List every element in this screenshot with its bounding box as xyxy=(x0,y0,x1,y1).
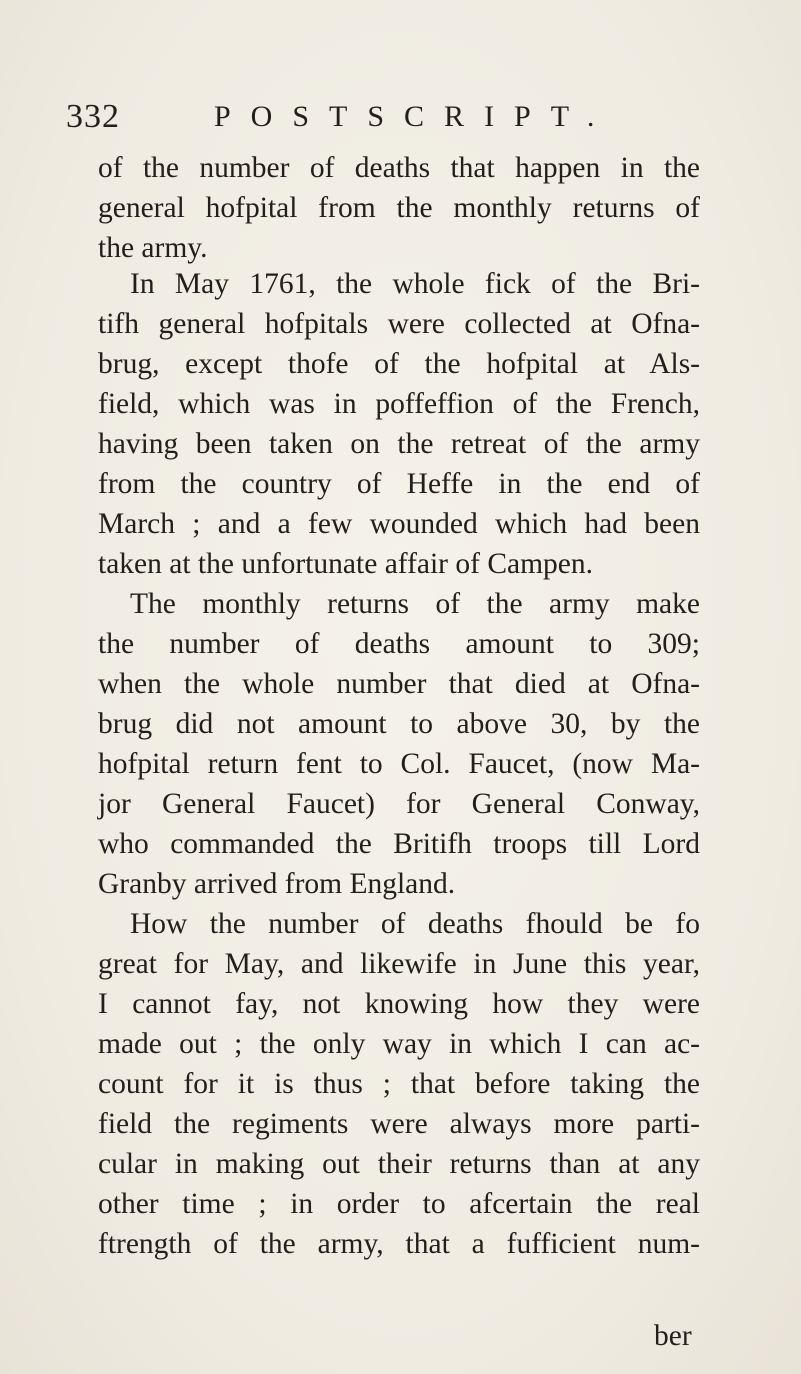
text-line: general hofpital from the monthly returns of xyxy=(98,192,700,224)
text-line: count for it is thus ; that before taking the xyxy=(98,1068,700,1100)
text-line: Granby arrived from England. xyxy=(98,868,456,900)
text-line: having been taken on the retreat of the army xyxy=(98,428,700,460)
text-line: March ; and a few wounded which had been xyxy=(98,508,700,540)
text-line: taken at the unfortunate affair of Campen. xyxy=(98,548,594,580)
text-line: brug, except thofe of the hofpital at Als- xyxy=(98,348,700,380)
text-line: the army. xyxy=(98,232,208,264)
running-head: POSTSCRIPT. xyxy=(214,100,615,133)
text-line: of the number of deaths that happen in the xyxy=(98,152,700,184)
text-line: other time ; in order to afcertain the real xyxy=(98,1188,700,1220)
text-line: field the regiments were always more parti- xyxy=(98,1108,700,1140)
text-line: when the whole number that died at Ofna- xyxy=(98,668,700,700)
text-line: I cannot fay, not knowing how they were xyxy=(98,988,700,1020)
text-line: The monthly returns of the army make xyxy=(130,588,700,620)
text-line: How the number of deaths fhould be fo xyxy=(130,908,700,940)
page-number: 332 xyxy=(66,98,120,135)
text-line: from the country of Heffe in the end of xyxy=(98,468,700,500)
text-line: the number of deaths amount to 309; xyxy=(98,628,700,660)
page-header xyxy=(66,92,766,142)
catchword: ber xyxy=(654,1320,692,1352)
text-line: brug did not amount to above 30, by the xyxy=(98,708,700,740)
text-line: field, which was in poffeffion of the French, xyxy=(98,388,700,420)
text-line: hofpital return fent to Col. Faucet, (now Ma- xyxy=(98,748,700,780)
text-line: tifh general hofpitals were collected at Ofna- xyxy=(98,308,700,340)
text-line: great for May, and likewife in June this year, xyxy=(98,948,700,980)
text-line: ftrength of the army, that a fufficient num- xyxy=(98,1228,700,1260)
text-line: jor General Faucet) for General Conway, xyxy=(98,788,700,820)
text-line: In May 1761, the whole fick of the Bri- xyxy=(130,268,700,300)
text-line: cular in making out their returns than at any xyxy=(98,1148,700,1180)
text-line: made out ; the only way in which I can ac- xyxy=(98,1028,700,1060)
text-line: who commanded the Britifh troops till Lord xyxy=(98,828,700,860)
